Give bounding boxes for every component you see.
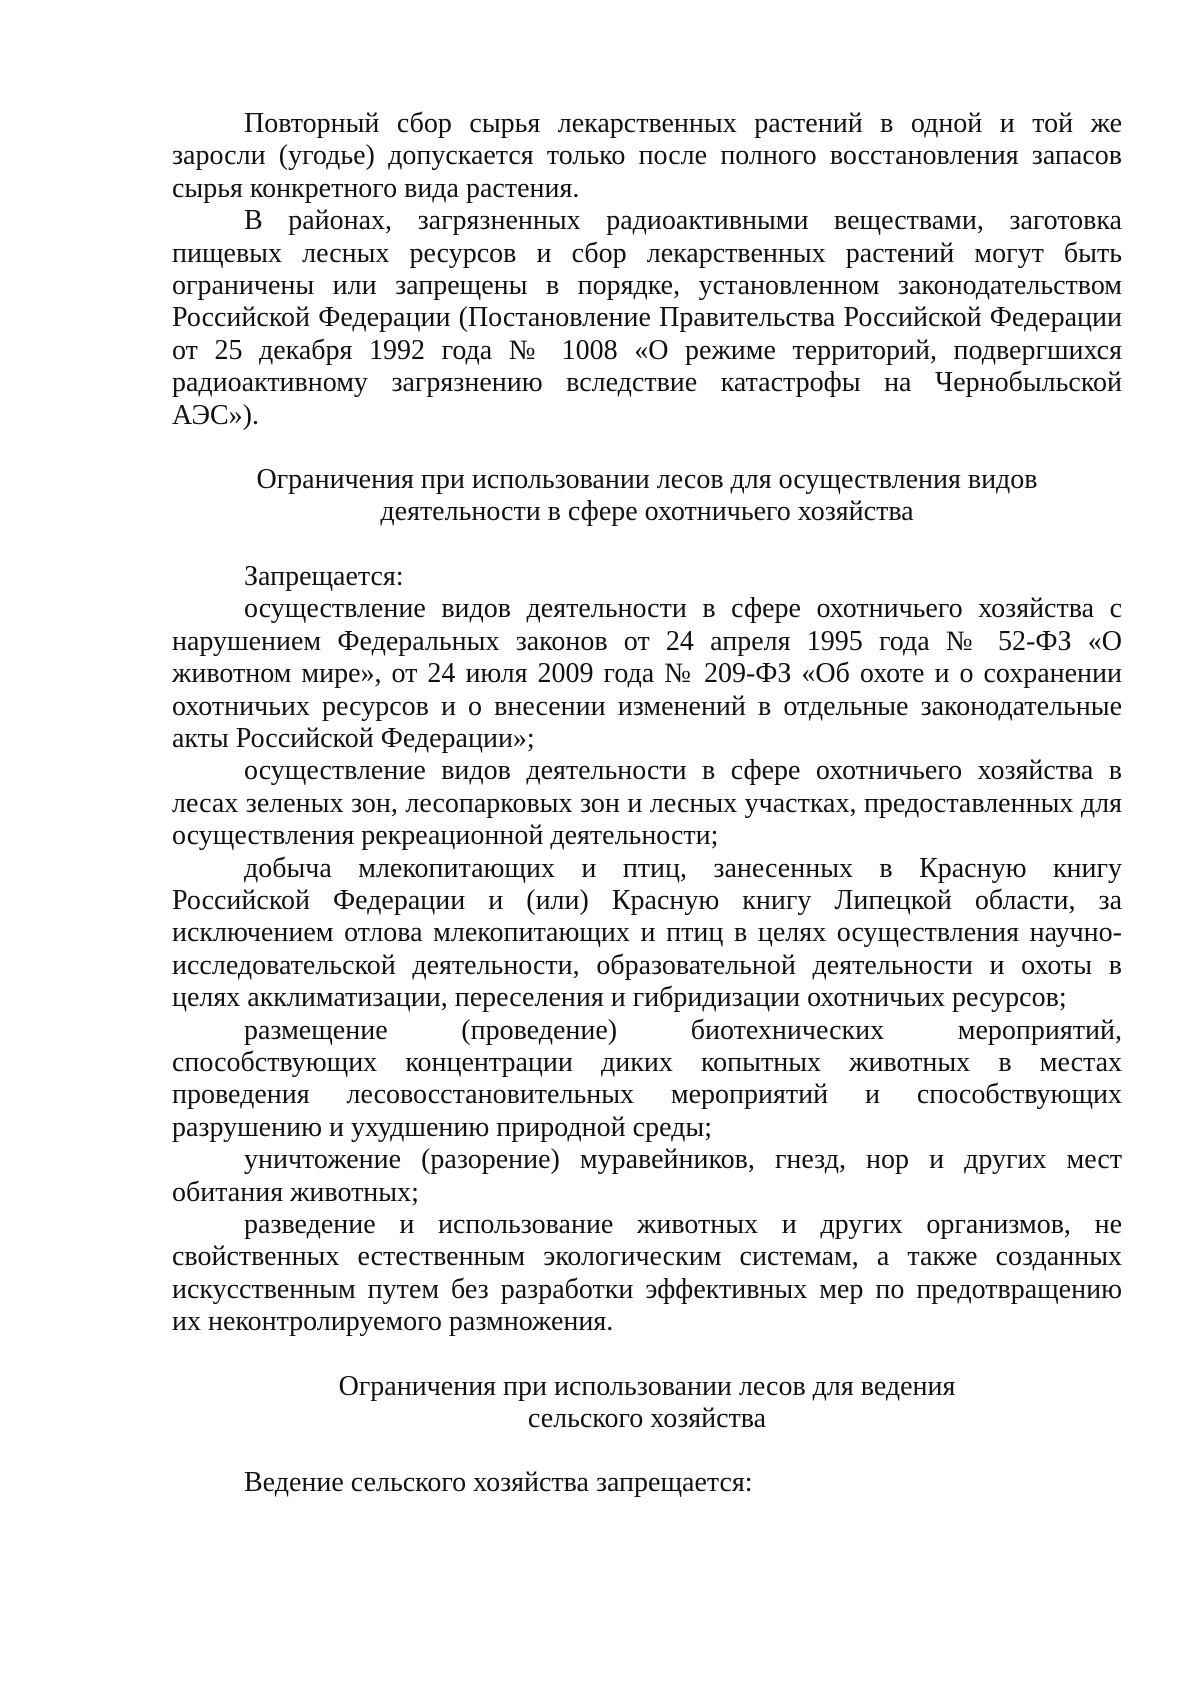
list-item-habitats: уничтожение (разорение) муравейников, гнезд, нор и других мест обитания животных; — [172, 1144, 1122, 1208]
list-item-red-book: добыча млекопитающих и птиц, занесенных в Красную книгу Российской Федерации и (или) Красную книгу Липецкой области, за исключением отлова млекопитающих и птиц в целях осуществления научно-исследовательской деятельности, образовательной деятельности и охоты в целях акклиматизации, переселения и гибридизации охотничьих ресурсов; — [172, 852, 1122, 1014]
list-item-federal-laws: осуществление видов деятельности в сфере охотничьего хозяйства с нарушением Федеральных законов от 24 апреля 1995 года № 52-ФЗ «О животном мире», от 24 июля 2009 года № 209-ФЗ «Об охоте и о сохранении охотничьих ресурсов и о внесении изменений в отдельные законодательные акты Российской Федерации»; — [172, 593, 1122, 754]
list-item-green-zones: осуществление видов деятельности в сфере охотничьего хозяйства в лесах зеленых зон, лесопарковых зон и лесных участках, предоставленных для осуществления рекреационной деятельности; — [172, 755, 1122, 852]
heading-line: Ограничения при использовании лесов для осуществления видов — [256, 464, 1038, 496]
paragraph-agriculture-prohibited: Ведение сельского хозяйства запрещается: — [244, 1467, 753, 1499]
paragraph-prohibited-label: Запрещается: — [244, 560, 404, 592]
paragraph-radioactive-areas: В районах, загрязненных радиоактивными веществами, заготовка пищевых лесных ресурсов и сбор лекарственных растений могут быть ограничены или запрещены в порядке, установленном законодательством Российской Федерации (Постановление Правительства Российской Федерации от 25 декабря 1992 года № 1008 «О режиме территорий, подвергшихся радиоактивному загрязнению вследствие катастрофы на Чернобыльской АЭС»). — [172, 205, 1122, 431]
list-item-breeding: разведение и использование животных и других организмов, не свойственных естественным экологическим системам, а также созданных искусственным путем без разработки эффективных мер по предотвращению их неконтролируемого размножения. — [172, 1209, 1122, 1338]
section-heading-hunting — [172, 464, 1122, 529]
paragraph-repeated-collection: Повторный сбор сырья лекарственных растений в одной и той же заросли (угодье) допускается только после полного восстановления запасов сырья конкретного вида растения. — [172, 108, 1122, 204]
document-page — [172, 108, 1122, 1500]
section-heading-agriculture — [172, 1371, 1122, 1436]
heading-line: деятельности в сфере охотничьего хозяйства — [380, 496, 914, 528]
heading-line: Ограничения при использовании лесов для ведения — [338, 1370, 956, 1402]
heading-line: сельского хозяйства — [527, 1403, 767, 1435]
list-item-biotechnical: размещение (проведение) биотехнических мероприятий, способствующих концентрации диких копытных животных в местах проведения лесовосстановительных мероприятий и способствующих разрушению и ухудшению природной среды; — [172, 1014, 1122, 1143]
